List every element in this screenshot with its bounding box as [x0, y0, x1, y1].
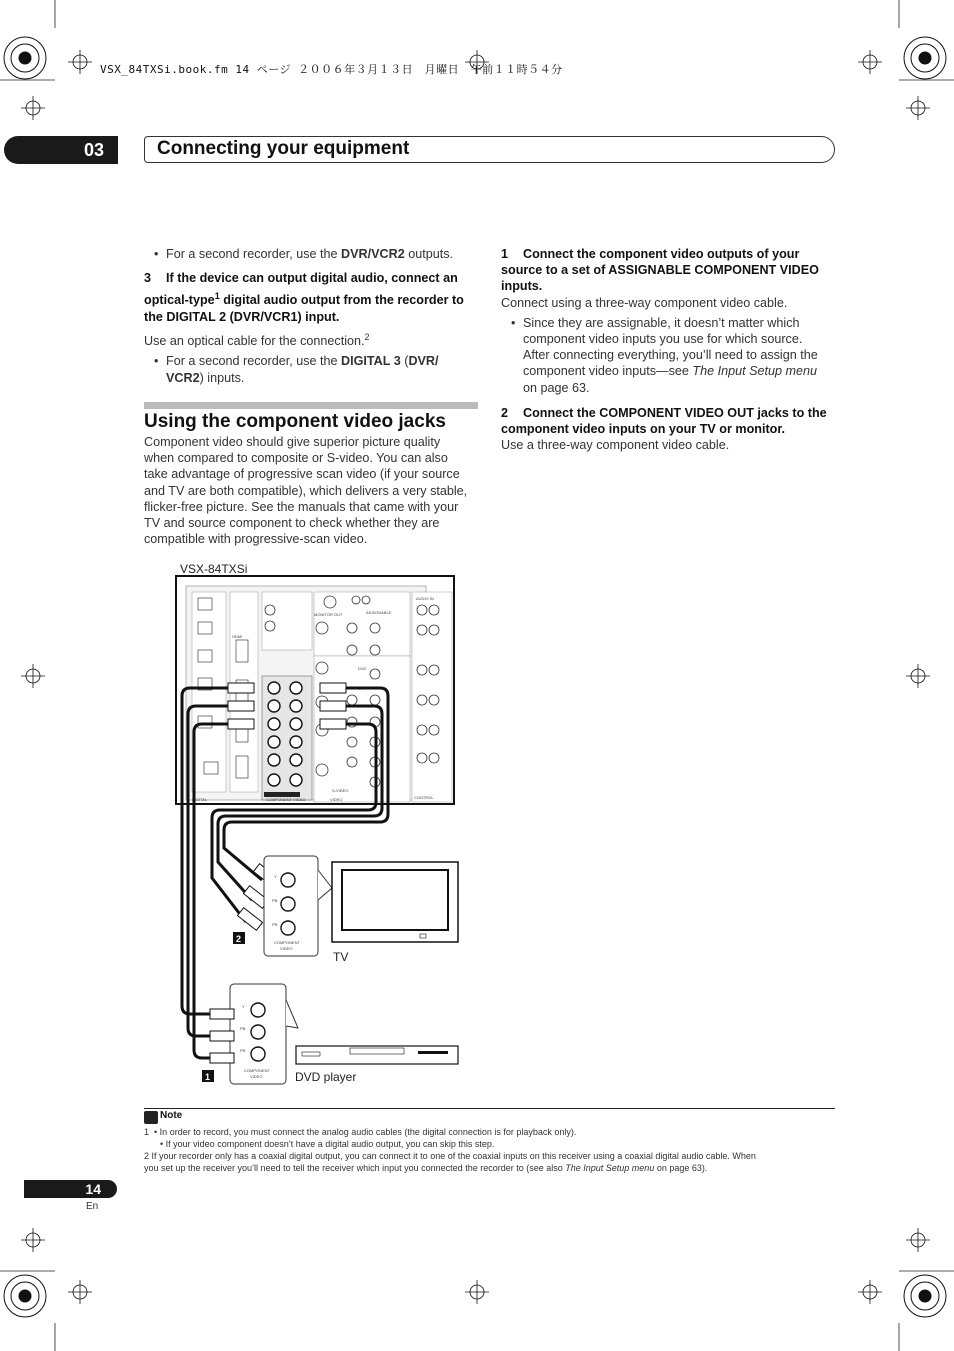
footnote-1b: • If your video component doesn’t have a digital audio output, you can skip this step.	[160, 1139, 495, 1149]
right-column	[501, 246, 837, 453]
step-1-heading-line3: inputs.	[501, 279, 543, 294]
section-title: Using the component video jacks	[144, 411, 446, 432]
dvd-player-label: DVD player	[295, 1070, 357, 1084]
receiver-rear-panel	[176, 576, 454, 804]
footnote-2b: you set up the receiver you’ll need to tell the receiver which input you connected the recorder to (see also The Input Setup menu on page 63).	[144, 1163, 708, 1173]
tv-jack-pr-label: PR	[272, 922, 278, 927]
step-3-body: Use an optical cable for the connection.$^2$	[144, 332, 370, 349]
callout-2: 2	[236, 934, 242, 944]
receiver-label: VSX-84TXSi	[180, 562, 248, 576]
panel-dvd-label: DVD	[358, 666, 367, 671]
left-column	[144, 246, 478, 386]
tv-comp-label-2: VIDEO	[280, 946, 293, 951]
bullet-second-recorder-outputs: • For a second recorder, use the DVR/VCR2 outputs.	[144, 246, 478, 262]
step-1-bullet: • Since they are assignable, it doesn’t matter which component video inputs you use for which source. After connecting everything, you’ll need to assign the component video inputs—see The Input Setup menu on page 63.	[501, 315, 837, 396]
panel-hdmi-label: HDMI	[232, 634, 243, 639]
tv-icon	[332, 862, 458, 942]
panel-digital-label: DIGITAL	[192, 797, 208, 802]
dvd-component-output	[230, 984, 298, 1084]
section-rule	[144, 402, 478, 409]
tv-comp-label-1: COMPONENT	[274, 940, 300, 945]
note-pencil-icon	[144, 1111, 158, 1124]
panel-audio-in-label: AUDIO IN	[416, 596, 434, 601]
step-3-heading-line2: optical-type$^1$ digital audio output from the recorder to	[144, 291, 464, 308]
step-3-heading: 3 If the device can output digital audio, connect an	[144, 271, 458, 286]
panel-svideo-label: S-VIDEO	[332, 788, 349, 793]
tv-jack-y-label: Y	[274, 874, 277, 879]
note-label: Note	[160, 1110, 183, 1121]
dvd-player-icon	[296, 1046, 458, 1064]
starburst-mark	[4, 37, 946, 1317]
step-1-body: Connect using a three-way component video cable.	[501, 295, 788, 310]
page-language: En	[86, 1201, 99, 1212]
dvd-jack-y-label: Y	[242, 1004, 245, 1009]
dvd-jack-pb-label: PB	[240, 1026, 246, 1031]
panel-component-label: COMPONENT VIDEO	[266, 797, 306, 802]
step-3-heading-line3: the DIGITAL 2 (DVR/VCR1) input.	[144, 309, 340, 324]
tv-component-input	[264, 856, 332, 956]
footnote-1: 1 • In order to record, you must connect the analog audio cables (the digital connection is for playback only).	[144, 1127, 577, 1137]
tv-jack-pb-label: PB	[272, 898, 278, 903]
step-1-heading: 1 Connect the component video outputs of your	[501, 247, 800, 261]
step-2-body: Use a three-way component video cable.	[501, 438, 730, 453]
panel-monitor-label: MONITOR OUT	[314, 612, 343, 617]
note-rule	[144, 1108, 835, 1109]
page-number: 14	[24, 1180, 117, 1198]
dvd-jack-pr-label: PR	[240, 1048, 246, 1053]
panel-control-label: CONTROL	[414, 795, 434, 800]
callout-1: 1	[205, 1072, 211, 1082]
chapter-title: Connecting your equipment	[157, 138, 410, 159]
step-2-heading: 2 Connect the COMPONENT VIDEO OUT jacks to the	[501, 405, 827, 420]
tv-label: TV	[333, 950, 349, 964]
dvd-side-plugs	[210, 1009, 234, 1063]
print-header: VSX_84TXSi.book.fm 14 ページ ２００６年３月１３日 月曜日 午前１１時５４分	[100, 63, 563, 76]
panel-tv-label: TV	[358, 686, 364, 691]
chapter-number: 03	[4, 136, 118, 164]
bullet-second-recorder-inputs: • For a second recorder, use the DIGITAL 3 (DVR/ VCR2) inputs.	[144, 353, 478, 385]
connection-diagram	[170, 570, 470, 1090]
dvd-comp-label-2: VIDEO	[250, 1074, 263, 1079]
step-1-bullet-line4: component video inputs—see The Input Setup menu	[523, 364, 818, 379]
step-1-heading-line2: source to a set of ASSIGNABLE COMPONENT VIDEO	[501, 263, 819, 278]
panel-video-label: VIDEO	[330, 797, 343, 802]
step-2-heading-line2: component video inputs on your TV or monitor.	[501, 422, 786, 437]
section-body: Component video should give superior picture quality when compared to composite or S-video. You can also take advantage of progressive scan video (if your source and TV are both compatible), which delivers a very stable, flicker-free picture. See the manuals that came with your TV and source component to check whether they are compatible with progressive-scan video.	[144, 435, 468, 547]
panel-assignable-label: ASSIGNABLE	[366, 610, 392, 615]
footnote-2: 2 If your recorder only has a coaxial digital output, you can connect it to one of the coaxial inputs on this receiver using a coaxial digital audio cable. When	[144, 1151, 756, 1161]
dvd-comp-label-1: COMPONENT	[244, 1068, 270, 1073]
